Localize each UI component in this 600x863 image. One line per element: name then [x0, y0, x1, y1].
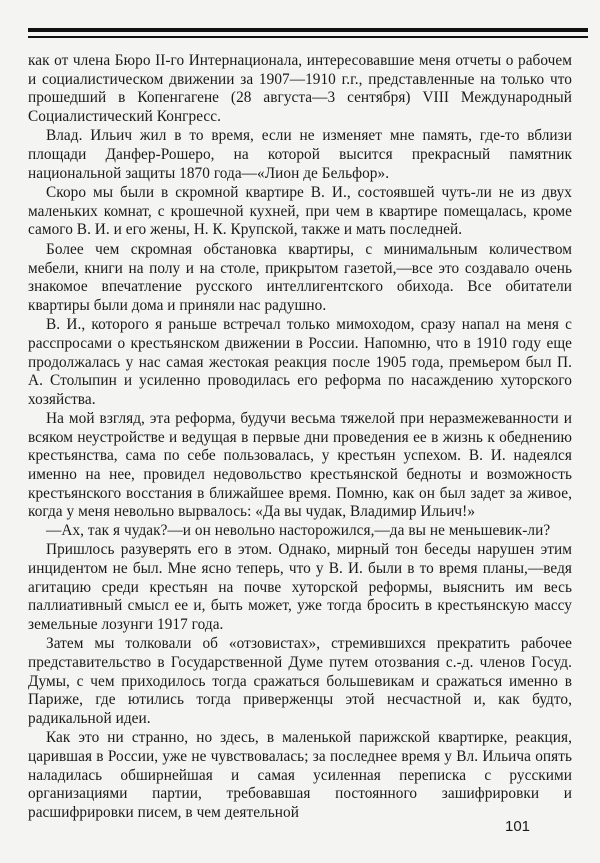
header-rule-thin — [28, 36, 588, 38]
paragraph: На мой взгляд, эта реформа, будучи весьма тяжелой при неразмежеванности и всяком неустройстве и ведущая в первые дни проведения ее в жизнь к обеднению крестьянства, сама по себе пользовалась, у крестьян успехом. В. И. надеялся именно на нее, провидел недовольство крестьянской бедноты и возможность крестьянского восстания в ближайшее время. Помню, как он был задет за живое, когда у меня невольно вырвалось: «Да вы чудак, Владимир Ильич!» — [28, 410, 572, 521]
paragraph-dialogue: —Ах, так я чудак?—и он невольно насторожился,—да вы не меньшевик-ли? — [46, 521, 551, 539]
paragraph: Пришлось разуверять его в этом. Однако, мирный тон беседы нарушен этим инцидентом не был. Мне ясно теперь, что у В. И. были в то время планы,—ведя агитацию среди крестьян на почве хуторской реформы, выяснить им весь паллиативный смысл ее и, быть может, уже тогда бросить в крестьянскую массу земельные лозунги 1917 года. — [28, 541, 572, 633]
paragraph: Как это ни странно, но здесь, в маленькой парижской квартирке, реакция, царившая в России, уже не чувствовалась; за последнее время у Вл. Ильича опять наладилась обширнейшая и самая усиленная переписка с русскими организациями партии, требовавшая постоянного зашифрировки и расшифрировки писем, в чем деятельной — [28, 729, 572, 821]
header-rule-thick — [28, 28, 588, 32]
paragraph: В. И., которого я раньше встречал только мимоходом, сразу напал на меня с расспросами о крестьянском движении в России. Напомню, что в 1910 году еще продолжалась у нас самая жестокая реакция после 1905 года, премьером был П. А. Столыпин и усиленно проводилась его реформа по насаждению хуторского хозяйства. — [28, 316, 572, 408]
paragraph-continuation: как от члена Бюро II-го Интернационала, интересовавшие меня отчеты о рабочем и социалистическом движении за 1907—1910 г.г., представленные на только что прошедший в Копенгагене (28 августа—3 сентября) VIII Международный Социалистический Конгресс. — [28, 52, 572, 125]
paragraph: Затем мы толковали об «отзовистах», стремившихся прекратить рабочее представительство в Государственной Думе путем отозвания с.-д. членов Госуд. Думы, с чем приходилось тогда сражаться большевикам и сражаться именно в Париже, где ютились тогда приверженцы этой несчастной и, как будто, радикальной идеи. — [28, 635, 572, 727]
paragraph: Влад. Ильич жил в то время, если не изменяет мне память, где-то вблизи площади Данфер-Рошеро, на которой высится прекрасный памятник национальной защиты 1870 года—«Лион де Бельфор». — [28, 127, 572, 182]
paragraph: Скоро мы были в скромной квартире В. И., состоявшей чуть-ли не из двух маленьких комнат, с крошечной кухней, при чем в квартире помещалась, кроме самого В. И. и его жены, Н. К. Крупской, также и мать последней. — [28, 184, 572, 239]
page-number: 101 — [505, 818, 531, 835]
body-text — [28, 52, 572, 823]
paragraph: Более чем скромная обстановка квартиры, с минимальным количеством мебели, книги на полу и на столе, прикрытом газетой,—все это создавало очень знакомое впечатление русского интеллигентского обихода. Все обитатели квартиры были дома и приняли нас радушно. — [28, 240, 572, 314]
